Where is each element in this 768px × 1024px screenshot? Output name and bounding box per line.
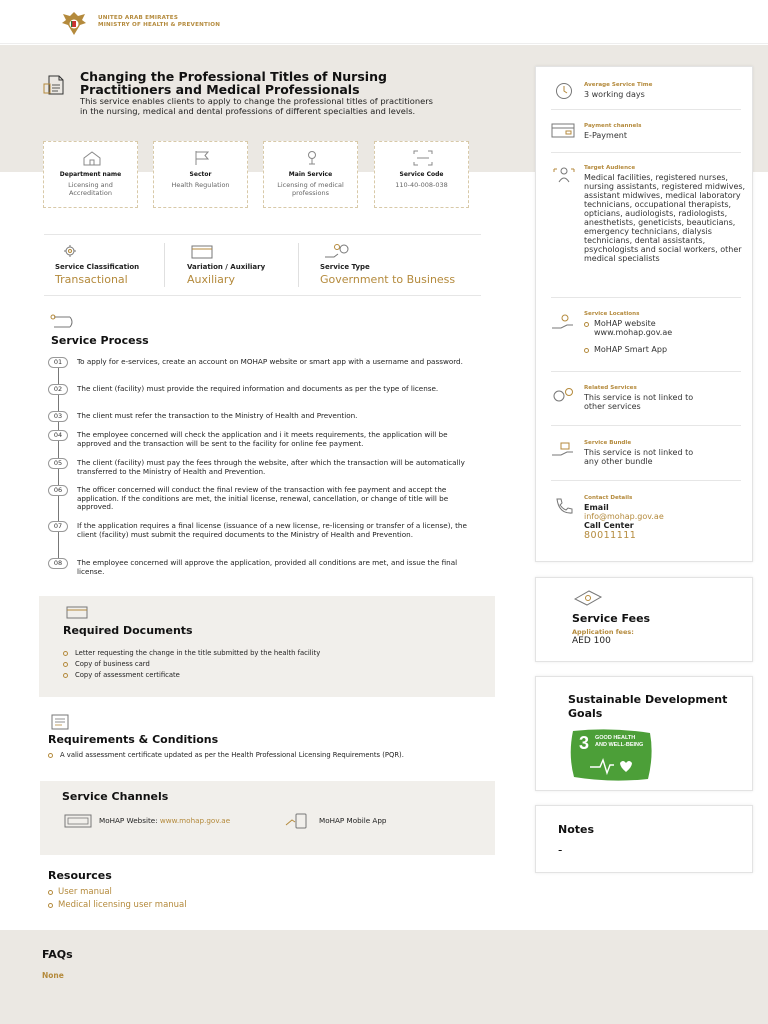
service-classification [55,243,185,289]
service-fees-card [535,577,753,662]
phone-icon [551,496,577,514]
list-item: Copy of business card [63,659,320,670]
step-text: The client (facility) must provide the required information and documents as per the type of license. [77,384,439,393]
pin-icon [302,150,322,166]
divider [551,109,741,110]
resource-link[interactable]: User manual [48,886,187,899]
sector-label: Sector [189,171,212,178]
avg-time-label: Average Service Time [584,82,653,88]
step-text: The employee concerned will approve the application, provided all conditions are met, and issue the final license. [77,558,458,576]
checklist-icon [50,714,70,730]
sdg-3-badge [568,727,654,783]
uae-emblem-logo [58,9,90,37]
notes-value: - [558,843,563,857]
resources-list [48,886,187,912]
service-code-card [374,141,469,208]
sdg-text-line-2: AND WELL-BEING [595,742,644,748]
step-text: The employee concerned will check the application and i it meets requirements, the application will be approved and the transaction will be sent to the facility for online fee payment. [77,430,448,448]
ministry-line-2: MINISTRY OF HEALTH & PREVENTION [98,22,221,28]
classification-label: Service Classification [55,263,140,271]
service-type-label: Service Type [320,263,370,271]
service-channels-title: Service Channels [62,790,169,803]
service-code-label: Service Code [399,171,444,178]
requirements-title: Requirements & Conditions [48,733,219,746]
notes-title: Notes [558,823,595,836]
divider [551,480,741,481]
call-center-number[interactable]: 80011111 [584,530,637,541]
audience-label: Target Audience [584,165,636,171]
mobile-app-label: MoHAP Mobile App [319,816,387,825]
main-service-label: Main Service [288,171,333,178]
ministry-name [98,15,220,29]
department-card [43,141,138,208]
service-description: This service enables clients to apply to change the professional titles of practitioners in the nursing, medical and dental professions of different specialties and levels. [80,96,433,116]
main-service-value: Licensing of medical professions [277,181,344,197]
card-icon [551,122,577,140]
step-number: 05 [48,458,68,469]
email-link[interactable]: info@mohap.gov.ae [584,512,664,521]
department-value: Licensing and Accreditation [68,181,113,197]
page-header [0,0,768,44]
divider [551,152,741,153]
gear-icon [59,243,81,259]
sector-value: Health Regulation [171,181,230,189]
sdg-text-line-1: GOOD HEALTH [595,735,636,741]
step-number: 07 [48,521,68,532]
step-number: 04 [48,430,68,441]
classification-value: Transactional [55,273,128,286]
step-text: The client (facility) must pay the fees through the website, after which the transaction will be automatically transferred to the Ministry of Health and Prevention. [77,458,465,476]
notes-card [535,805,753,873]
divider [551,371,741,372]
wallet-icon [191,243,213,259]
service-code-value: 110-40-008-038 [395,181,448,189]
clock-icon [551,82,577,100]
list-item: A valid assessment certificate updated as per the Health Professional Licensing Requirements (PQR). [48,750,404,761]
contact-label: Contact Details [584,495,633,501]
required-documents-title: Required Documents [63,624,193,637]
faq-section [0,930,768,1024]
building-icon [82,150,102,166]
payment-value: E-Payment [584,131,627,140]
step-number: 06 [48,485,68,496]
email-label: Email [584,503,609,512]
related-value: This service is not linked to other services [584,393,694,411]
audience-icon [551,166,577,184]
department-label: Department name [59,171,122,178]
sdg-title: Sustainable Development Goals [568,693,728,720]
required-documents-list [63,648,320,682]
divider [164,243,165,287]
classification-row [44,234,481,296]
mobile-app-icon [284,813,312,829]
gears-icon [551,386,577,404]
wallet-icon [66,606,88,619]
laptop-icon [64,813,92,829]
main-service-card [263,141,358,208]
location-hand-icon [551,313,577,331]
step-text: To apply for e-services, create an account on MOHAP website or smart app with a username and password. [77,357,463,366]
step-text: The client must refer the transaction to the Ministry of Health and Prevention. [77,411,358,420]
document-icon [42,73,66,97]
sdg-card [535,676,753,791]
avg-time-value: 3 working days [584,90,645,99]
service-type-value: Government to Business [320,273,456,286]
required-documents-section [39,596,495,697]
process-flow-icon [50,314,76,330]
variation-label: Variation / Auxiliary [187,263,266,271]
sector-card [153,141,248,208]
bundle-value: This service is not linked to any other bundle [584,448,694,466]
application-fees-value: AED 100 [572,636,611,646]
service-details-sidebar [535,66,753,562]
location-website[interactable]: MoHAP website www.mohap.gov.ae [584,319,694,337]
bundle-hand-icon [551,441,577,459]
step-number: 08 [48,558,68,569]
call-center-label: Call Center [584,521,634,530]
website-label: MoHAP Website: [99,816,160,825]
gears-hand-icon [324,243,346,259]
sdg-number: 3 [579,733,590,753]
faq-value: None [42,971,64,980]
resources-title: Resources [48,869,112,882]
requirements-list [48,750,404,761]
resource-link[interactable]: Medical licensing user manual [48,899,187,912]
audience-value: Medical facilities, registered nurses, nursing assistants, registered midwives, assistant midwives, medical laboratory technicians, occupational therapists, opticians, audiologists, radiologists, anesthetists, geneticists, beauticians, emergency technicians, dialysis technicians, dental assistants, psychologists and social workers, other medical specialists [584,173,746,263]
step-text: If the application requires a final license (issuance of a new license, re-licensing or transfer of a license), the client (facility) must submit the required documents to the Ministry of Health and Prevention. [77,521,467,539]
page-title: Changing the Professional Titles of Nursing Practitioners and Medical Professionals [80,69,387,97]
barcode-icon [413,150,433,166]
divider [551,425,741,426]
step-number: 03 [48,411,68,422]
related-label: Related Services [584,385,637,391]
list-item: Letter requesting the change in the title submitted by the health facility [63,648,320,659]
faq-title: FAQs [42,948,73,961]
service-process-title: Service Process [51,334,149,347]
bundle-label: Service Bundle [584,440,632,446]
locations-label: Service Locations [584,311,640,317]
website-channel-text [99,816,230,825]
divider [551,297,741,298]
website-link[interactable]: www.mohap.gov.ae [159,816,231,825]
divider [298,243,299,287]
application-fees-label: Application fees: [572,628,634,636]
step-text: The officer concerned will conduct the final review of the transaction with fee payment and accept the application. If the conditions are met, the initial license, renewal, cancellation, or change of title will be approved. [77,485,449,512]
ministry-line-1: UNITED ARAB EMIRATES [98,15,179,21]
variation-value: Auxiliary [187,273,235,286]
flag-icon [192,150,212,166]
service-fees-title: Service Fees [572,612,651,625]
money-hand-icon [571,587,605,609]
location-smart-app[interactable]: MoHAP Smart App [584,345,746,354]
list-item: Copy of assessment certificate [63,670,320,681]
step-number: 01 [48,357,68,368]
step-number: 02 [48,384,68,395]
payment-label: Payment channels [584,123,642,129]
service-type [320,243,456,289]
service-channels-section [40,781,495,855]
